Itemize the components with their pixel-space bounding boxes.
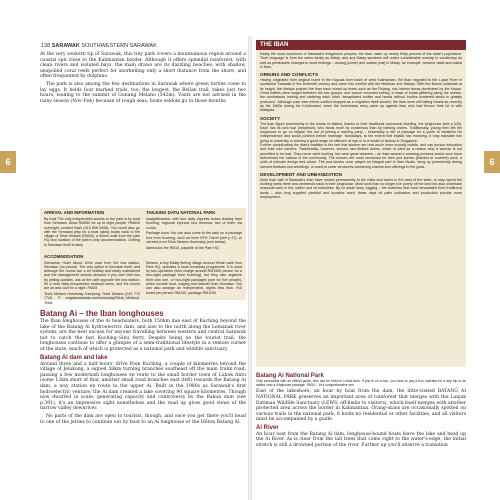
batang-ai-paragraph: The Iban longhouses of the Ai headwaters, both 150km due east of Kuching beyond the lake of the Batang Ai hydroelectric dam, and also to the north along the Lemanak river system, are the best excuse for anyone travelling between western and central Sarawak not to catch the fast Kuching–Sibu ferry. Despite being on the tourist trail, the longhouses continue to offer a glimpse of a semi-traditional lifestyle in a remote corner of the state, much of which is protected as a national park and wildlife sanctuary.: [40, 319, 246, 352]
arrival-right-p2: Admission fee RM10, payable at the Park HQ.: [146, 245, 220, 250]
development-text: More than half of Sarawak's Iban have moved permanently to the cities and towns in the west of the state, or may spend the working week there and weekends back in their longhouse. Most rural Iban no longer live purely off the land but also undertake seasonal work in the rubber and oil industries. By no small irony, logging – the business that most devastated their traditional lands – also long supplied plentiful and lucrative work; these days oil palm cultivation and production provide more employment.: [260, 177, 462, 200]
page-gutter: [248, 36, 252, 500]
accommodation-heading: ACCOMMODATION: [44, 253, 84, 259]
dam-paragraph-1: Around three and a half hours' drive from Kuching, a couple of kilometres beyond the village of Jelukong, a signed 58km turning branches southeast off the main trunk road, passing a few modernish longhouses en route to the small border town of Lubok Antu (some 12km short of that, another small road branches east (left) towards the Batang Ai dam, a way station en route to the upper Ai. Built in the 1980s as Sarawak's first hydroelectric venture, the Ai dam created a lake covering 90 square kilometres. Though now dwarfed in scale, generating capacity and controversy by the Bakun dam (see p.391), it's an impressive sight nonetheless and the road up gives good views of the narrow valley downriver.: [40, 361, 246, 412]
arrival-info-box: [40, 208, 246, 305]
ai-river-title: Ai River: [256, 424, 279, 431]
left-page-number: 138: [41, 43, 51, 49]
right-chapter-tab: 6: [484, 151, 500, 173]
np-paragraph: East of the lakeshore, an hour by boat from the dam, the little-visited BATANG AI NATIONAL PARK preserves an important area of rainforest that merges with the Lanjak Entimau Wildlife Sanctuary (LEWS; off-limits to visitors), which itself merges with another protected area across the border in Kalimantan. Orang-utans are occasionally spotted on various trails in the national park; it holds no residential or other facilities, and all visitors must be accompanied by a guide.: [256, 389, 466, 423]
left-section-title: SOUTHWESTERN SARAWAK: [81, 43, 157, 49]
intro-paragraph-1: At the very western tip of Sarawak, this tiny park covers a mountainous region around a coastal spit close to the Kalimantan border. Although it offers splendid rainforest, with clean rivers and isolated bays, the main draws are its dazzling beaches, with shallow, unspoiled coral reefs perfect for snorkelling only a short distance from the shore, and often frequented by dolphins.: [40, 52, 246, 80]
origins-heading: ORIGINS AND CONFLICTS: [260, 72, 319, 78]
batang-ai-column: [40, 306, 246, 496]
iban-intro: Easily the most numerous of Sarawak's indigenous peoples, the Iban make up nearly thirty percent of the state's population. Their language is from the same family as Malay, and any Malay speakers will notice considerable overlap in vocabulary as well as predictable changes in word endings – dulang (come) and makan (eat) in Malay, for example, become datai and makai in Iban.: [260, 52, 462, 69]
society-text: The Iban figure prominently in the minds of visitors, thanks to their traditional communal dwelling, the longhouse (see p.343). Each has its own tuai (headman), who leads more by consensus than by barking orders. Traditionally, young men left the longhouse to go on bejalai, the act of joining a warring party – essentially a rite of passage for a youth to establish his independence and social position before marriage. Nowadays, to the extent that bejalai has meaning, it may translate into going to university or earning a good wage on offshore oil rigs or in a hostel or factory in Singapore. Further complicating the Iban's tradition is the fact that women are now much more socially mobile, and can pursue education and their own careers. Traditionally, however, women had distinct duties, which is cited as a reason why a woman is not permitted to be tuai. They never went hunting, but were great weavers – an Iban woman's weaving prowess would once have determined her stature in the community. The women are most renowned for their pua kumbu (blanket or coverlet) work, a cloth of intricate design and colour. The pua kumbu once played an integral part in Iban rituals, hung up prominently during harvest festivals and weddings, or used to cover structures containing charms and offerings to the gods.: [260, 121, 462, 169]
arrival-col-left: [44, 217, 140, 252]
society-heading: SOCIETY: [260, 115, 281, 121]
ai-river-paragraph: An hour east from the Batang Ai dam, longhouse-bound boats leave the lake and head up the Ai River. As is clear from the tall trees that come right to the water's-edge, the initial stretch is still a drowned portion of the river. Further up you'll observe a transition: [256, 431, 466, 449]
accommodation-left-text: Semantan Hotel About 100m east from the bus station, Sematan (no phone). The only option in Sematan itself, and although the rooms are a bit shabby and badly maintained and the management sounds amazed if you can't find two by yelling upstairs, ask at the café opposite the bus station; it's a near tasty inexpensive seafood menu, and the rooms are ok and cool for a night. RM25: [44, 260, 140, 291]
left-intro-column: [40, 52, 246, 202]
accommodation-right-text: Melano, a tiny Malay fishing village around 90min walk from Park HQ, operates a local homestay programme. It is used by two operators (who charge around RM1500 person for a two-night package from Kuching), but they also organize their own one- or two-night packages (one for five people), which include food, lodging and transfer from Sematan. You can also arrange an independent, nights less than. Full board per person RM100, package RM1150: [146, 260, 242, 295]
development-heading: DEVELOPMENT AND URBANIZATION: [260, 171, 342, 177]
left-chapter-tab: 6: [0, 151, 16, 173]
accommodation-col-right: [146, 261, 242, 307]
left-book-title: SARAWAK: [51, 43, 80, 49]
left-running-head: [41, 43, 157, 49]
arrival-left-p1: By boat The only independent access to the park is by boat from Sematan. Allow RM550 for up to eight people, RM640 overnight; contact Nazli (013 808 9406). You could also go with the Sematan jetty for a boat taking locals back to the village of Telok Melano (RM40), a 90min walk from the park HQ and location of the park's only accommodation. Getting to Sematan itself is fairly: [44, 217, 140, 247]
accommodation-columns: [44, 261, 242, 307]
park-heading: TANJUNG DATU NATIONAL PARK: [146, 210, 216, 215]
dam-paragraph-2: No parts of the dam are open to tourists, though, and once you get there you'll head to one of the jetties to continue out by boat to an Ai longhouse or the Hilton Batang Ai.: [40, 413, 246, 425]
origins-text: Having originated from original home in the Kapuas river basin of west Kalimantan, the Iban migrated to the Lupar River in southwest Sarawak in the sixteenth century and came into conflict with the Melanau and Malays. With the Brunei sultanate at its height, the Malays pushed the Iban back inland up rivers such as the Rejang, into interior areas dominated by the Kayan. Great battles were waged between the two groups; one source recorded seeing 'a mass of boats glittering along the stream, the combatants tearing and stabbing each other, decapitated bodies and heads without bodies scattered about in ghastly profusion'. Although such inter-ethnic conflict stopped as a migration itself slowed, the Iban were still taking heads as recently as the 1960s during the Konfrontasi, when the Indonesian army came up against Iban who had thrown their lot in with Malaysia.: [260, 78, 462, 113]
dam-lake-subheading: Batang Ai dam and lake: [40, 354, 108, 361]
arrival-heading: ARRIVAL AND INFORMATION: [44, 210, 105, 215]
arrival-heading-row: [44, 210, 242, 217]
accommodation-left-text-2: Telok Melano Homestay Kampung Telok Melano (013 773 7749, © engtatcwtaiwak.com/homestay/Telok_Melano). Telok: [44, 292, 140, 305]
arrival-col-right: [146, 217, 242, 252]
iban-box-inner: [256, 50, 466, 203]
arrival-left-p2: straightforward, with four daily express buses leaving from Kuching; regional express bus terminal, two of them via Lundu.: [146, 217, 242, 230]
intro-paragraph-2: The park is also among the few destinations in Sarawak where green turtles come to lay eggs. It holds four marked trails, too; the longest, the Belian trail, takes just two hours, leading to the summit of Gunung Melano (542m). Visits are not advised in the rainy season (Nov–Feb) because of rough seas; boats seldom go in those months.: [40, 81, 246, 104]
iban-box-title: THE IBAN: [256, 40, 466, 50]
arrival-right-p1: Package tours You can also come to the park on a package tour from Kuching, such as from CPH Travel (see p.37), or via bets from Telok Melano Homestay (see below).: [146, 231, 242, 244]
np-column: [256, 371, 466, 499]
np-note: Only accessible with an official guide, who can be hired in Lubok Antu. If you're on a tour, you have to pay a tour operator for a day trip to be added onto a longhouse package. RM10 – fit a comprehensive one.: [256, 379, 466, 387]
np-title: Batang Ai National Park: [256, 373, 324, 379]
batang-ai-title: Batang Ai – the Iban longhouses: [40, 309, 164, 318]
accommodation-col-left: [44, 261, 140, 307]
iban-box: [256, 40, 466, 367]
arrival-box-inner: [40, 208, 246, 309]
arrival-columns: [44, 217, 242, 252]
